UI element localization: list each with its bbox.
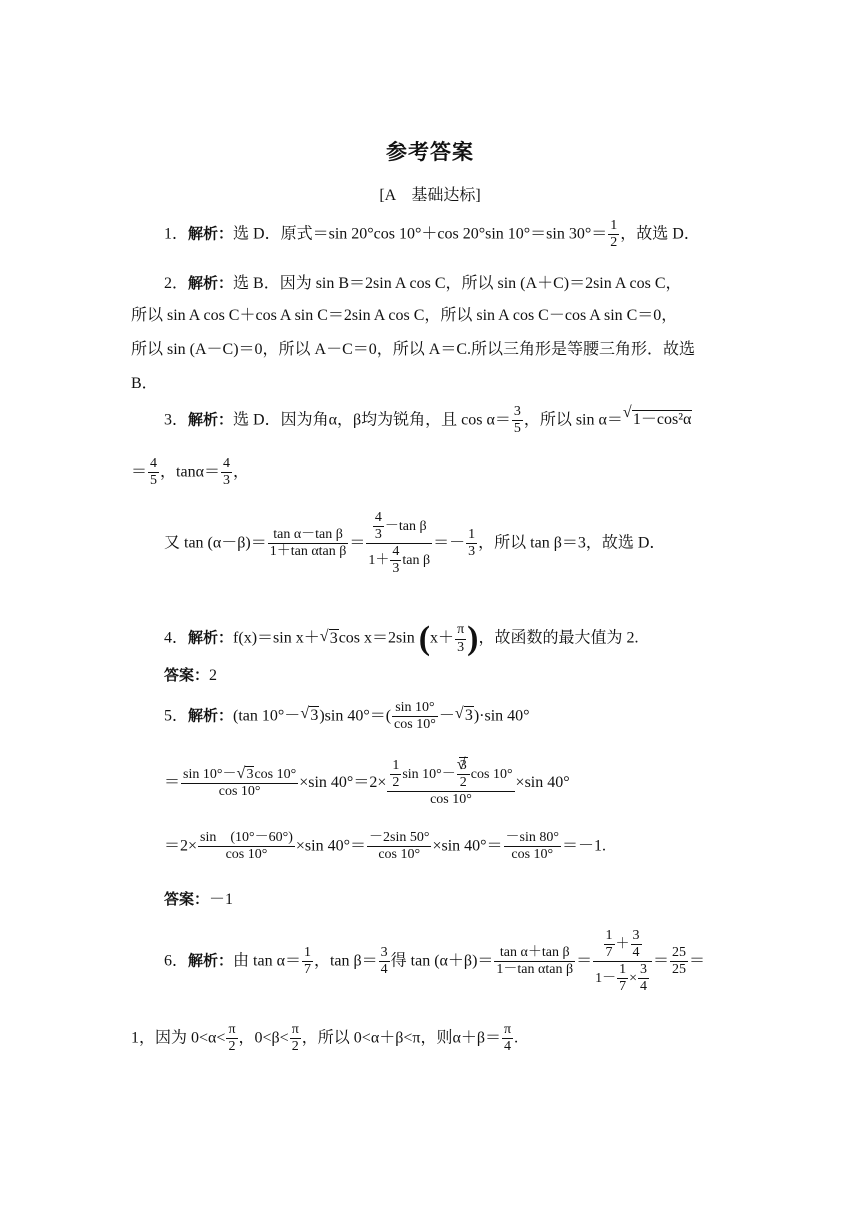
q4-answer-line (164, 664, 217, 685)
q1-jiexi-label: 解析： (188, 224, 234, 243)
q5-line-1: 5．解析：(tan 10°－√ 3)sin 40°＝( $\frac{\sin 10^\circ}{\cos 10^\circ}$ －√ 3)·sin 40° (164, 700, 530, 733)
q2-jiexi-label: 解析： (188, 274, 234, 292)
q6-line-2: 1，因为 0<α< $\frac{\pi}{2}$ ，0<β< $\frac{\pi}{2}$ ，所以 0<α＋β<π，则α＋β＝ $\frac{\pi}{4}$ . (131, 1022, 519, 1055)
q3-line-1 (164, 404, 692, 437)
q3-text-1: 选 D．因为角α，β均为锐角，且 cos α＝ (233, 411, 511, 429)
q4-left-paren: ( (418, 620, 431, 657)
q5-fraction-2: $\frac{\sin 10^\circ-√ 3\cos 10^\circ}{\cos 10^\circ}$ (181, 767, 298, 800)
q2-number: 2． (164, 275, 189, 292)
q3-line-3 (164, 510, 665, 577)
q5-fraction-3: $\frac{1}{2}$ sin 10°－ √ $\frac{3}{2}$ cos 10° cos 10° (387, 758, 514, 808)
q6-number: 6． (164, 952, 189, 970)
q2-line-4: B． (131, 375, 158, 392)
q4-number: 4． (164, 629, 189, 647)
q4-right-paren: ) (467, 620, 479, 657)
q5-daan-label: 答案： (164, 890, 210, 908)
q4-sqrt: √ 3 (320, 630, 339, 648)
q5-answer: －1 (209, 891, 234, 908)
q1-text-2: ，故选 D． (620, 225, 700, 243)
q3-text-2: ，所以 sin α＝ (523, 411, 623, 429)
q3-result-fraction: $\frac{1}{3}$ (468, 527, 476, 560)
q3-text-4: ，tanα＝ (160, 463, 220, 481)
q2-line-3: 所以 sin (A－C)＝0，所以 A－C＝0，所以 A＝C.所以三角形是等腰三角形．故选 (131, 341, 696, 358)
q3-formula-fraction: $\frac{\text{tan α－tan β}}{\text{1＋tan αtan β}}$ (269, 527, 347, 560)
q3-complex-fraction: $\frac{4}{3}$ －tan β 1＋ $\frac{4}{3}$ tan β (368, 510, 431, 577)
q2-line-1 (164, 270, 682, 293)
q1-number: 1． (164, 225, 189, 243)
q3-text-3: ＝ (131, 463, 148, 481)
q5-answer-line (164, 886, 233, 909)
q3-line-2 (131, 456, 249, 489)
q3-number: 3． (164, 411, 189, 429)
q3-sin-fraction: $\frac{4}{5}$ (150, 456, 158, 489)
q3-text-9: ，所以 tan β＝3，故选 D． (478, 534, 666, 552)
q5-line-2: ＝ $\frac{\sin 10^\circ-√ 3\cos 10^\circ}{\cos 10^\circ}$ ×sin 40°＝2× $\frac{1}{2}$ sin 10°－ √ $\frac{3}{2}$ cos 10° cos 10° ×sin 40° (164, 758, 570, 808)
q4-daan-label: 答案： (164, 666, 210, 684)
q3-text-5: ， (232, 463, 249, 481)
q4-text-1: f(x)＝sin x＋ (233, 629, 320, 647)
q6-formula-fraction: $\frac{\text{tan α＋tan β}}{\text{1－tan αtan β}}$ (496, 945, 574, 978)
q3-sqrt: √ 1－cos²α (623, 406, 693, 429)
q3-cos-fraction: $\frac{3}{5}$ (513, 404, 521, 437)
section-heading: [A 基础达标] (379, 187, 481, 204)
q4-answer: 2 (209, 667, 218, 684)
q4-paren-text: x＋ (430, 629, 455, 647)
q5-line-3: ＝2× $\frac{\sin (10^\circ-60^\circ)}{\cos 10^\circ}$ ×sin 40°＝ $\frac{-2\sin 50^\circ}{\cos 10^\circ}$ ×sin 40°＝ $\frac{-\sin 80^\circ}{\cos 10^\circ}$ ＝－1. (164, 830, 606, 863)
q4-jiexi-label: 解析： (188, 628, 234, 647)
q6-jiexi-label: 解析： (188, 951, 234, 970)
q1-text-1: 选 D．原式＝sin 20°cos 10°＋cos 20°sin 10°＝sin 30°＝ (233, 225, 608, 243)
q1-fraction: $\frac{1}{2}$ (610, 218, 618, 251)
q2-line-2: 所以 sin A cos C＋cos A sin C＝2sin A cos C，所以 sin A cos C－cos A sin C＝0， (131, 307, 678, 324)
q6-line-1: 6．解析：由 tan α＝ $\frac{1}{7}$ ，tan β＝ $\frac{3}{4}$ 得 tan (α＋β)＝ $\frac{\text{tan α＋tan β}}{\text{1－tan αtan β}}$ ＝ $\frac{1}{7}$ ＋ $\frac{3}{4}$ 1－ $\frac{1}{7}$ × $\frac{3}{4}$ ＝ $\frac{25}{25}$ ＝ (164, 928, 706, 995)
q5-fraction-6: $\frac{-\sin 80^\circ}{\cos 10^\circ}$ (505, 830, 559, 863)
q5-fraction-4: $\frac{\sin (10^\circ-60^\circ)}{\cos 10^\circ}$ (200, 830, 293, 863)
q3-jiexi-label: 解析： (188, 410, 234, 429)
q1-line (164, 218, 700, 251)
q3-tan-fraction: $\frac{4}{3}$ (222, 456, 230, 489)
q3-text-8: ＝－ (433, 534, 466, 552)
q5-number: 5． (164, 707, 189, 725)
q5-fraction-5: $\frac{-2\sin 50^\circ}{\cos 10^\circ}$ (369, 830, 430, 863)
q5-jiexi-label: 解析： (188, 706, 234, 725)
q3-text-6: 又 tan (α－β)＝ (164, 534, 267, 552)
q4-text-2: cos x＝2sin (338, 629, 415, 647)
q3-text-7: ＝ (349, 534, 366, 552)
q4-text-3: ，故函数的最大值为 2. (478, 629, 639, 647)
q2-text-1: 选 B．因为 sin B＝2sin A cos C，所以 sin (A＋C)＝2sin A cos C， (233, 275, 682, 292)
q4-pi-fraction: $\frac{\pi}{3}$ (457, 622, 465, 655)
q5-tan-fraction: $\frac{\sin 10^\circ}{\cos 10^\circ}$ (394, 700, 436, 733)
q6-complex-fraction: $\frac{1}{7}$ ＋ $\frac{3}{4}$ 1－ $\frac{1}{7}$ × $\frac{3}{4}$ (593, 928, 652, 995)
q4-line (164, 622, 638, 656)
page-title: 参考答案 (386, 140, 474, 164)
